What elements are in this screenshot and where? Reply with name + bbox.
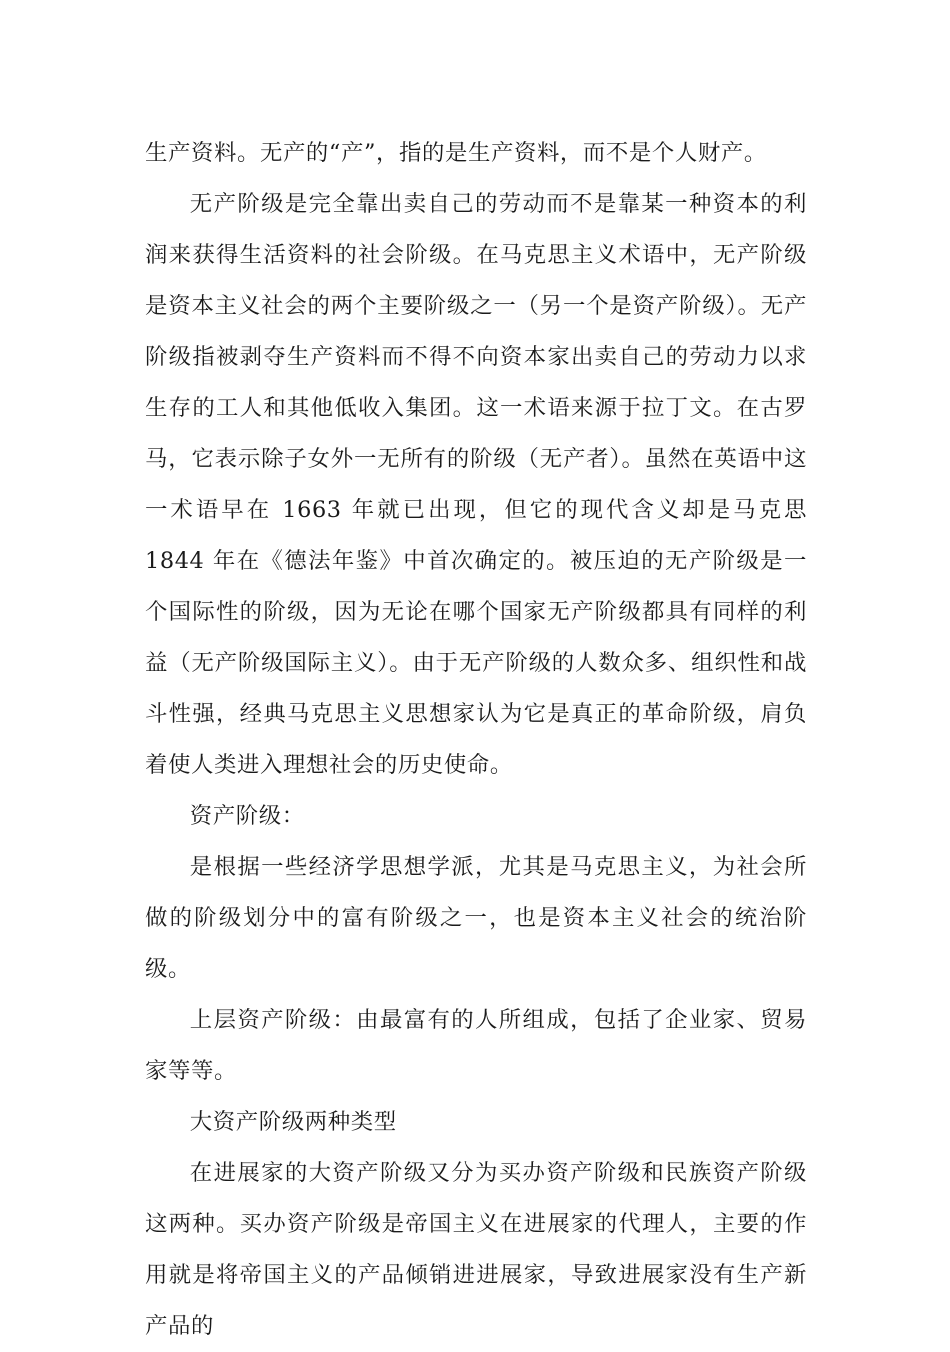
paragraph-proletariat: 无产阶级是完全靠出卖自己的劳动而不是靠某一种资本的利润来获得生活资料的社会阶级。在马克思主义术语中，无产阶级是资本主义社会的两个主要阶级之一（另一个是资产阶级）。无产阶级指被剥夺生产资料而不得不向资本家出卖自己的劳动力以求生存的工人和其他低收入集团。这一术语来源于拉丁文。在古罗马，它表示除子女外一无所有的阶级（无产者）。虽然在英语中这一术语早在 1663 年就已出现，但它的现代含义却是马克思 1844 年在《德法年鉴》中首次确定的。被压迫的无产阶级是一个国际性的阶级，因为无论在哪个国家无产阶级都具有同样的利益（无产阶级国际主义）。由于无产阶级的人数众多、组织性和战斗性强，经典马克思主义思想家认为它是真正的革命阶级，肩负着使人类进入理想社会的历史使命。 (145, 191, 807, 778)
heading-bourgeoisie: 资产阶级： (189, 803, 305, 829)
paragraph-upper-bourgeoisie: 上层资产阶级：由最富有的人所组成，包括了企业家、贸易家等等。 (145, 1007, 807, 1084)
paragraph-big-bourgeoisie: 在进展家的大资产阶级又分为买办资产阶级和民族资产阶级这两种。买办资产阶级是帝国主义在进展家的代理人，主要的作用就是将帝国主义的产品倾销进进展家，导致进展家没有生产新产品的 (145, 1160, 807, 1339)
heading-two-types: 大资产阶级两种类型 (189, 1109, 397, 1135)
paragraph-bourgeoisie-definition: 是根据一些经济学思想学派，尤其是马克思主义，为社会所做的阶级划分中的富有阶级之一，也是资本主义社会的统治阶级。 (145, 854, 807, 982)
paragraph-continuation: 生产资料。无产的“产”，指的是生产资料，而不是个人财产。 (145, 140, 767, 166)
document-body (145, 128, 807, 1352)
